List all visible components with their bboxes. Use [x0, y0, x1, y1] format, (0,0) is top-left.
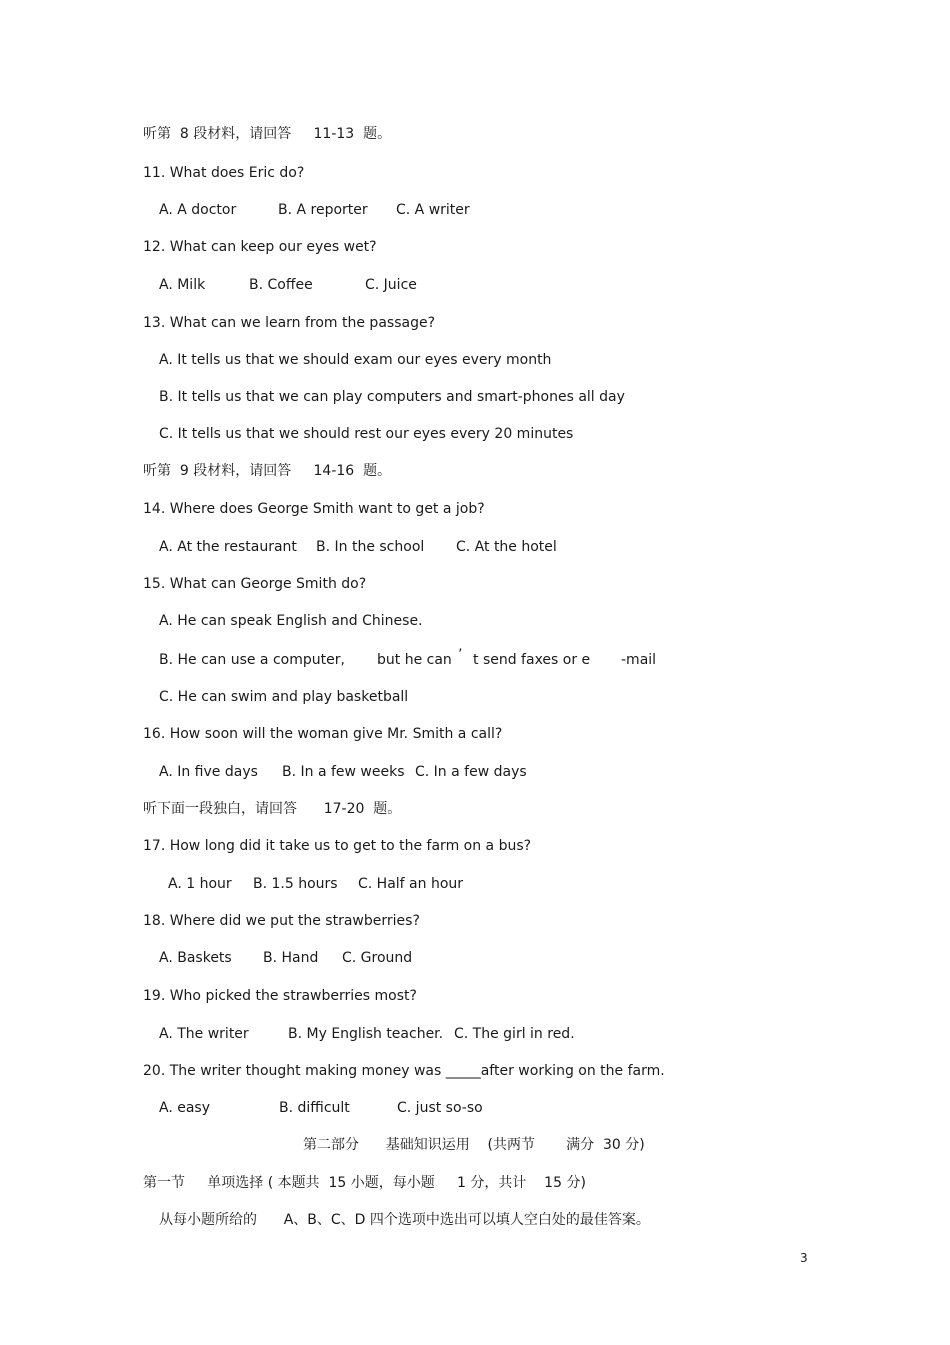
- option-13-b: B. It tells us that we can play computers and smart-phones all day: [159, 389, 625, 405]
- question-15: 15. What can George Smith do?: [143, 576, 367, 592]
- option-18-c: C. Ground: [342, 950, 413, 966]
- option-16-a: A. In five days: [159, 764, 258, 780]
- option-19-c: C. The girl in red.: [454, 1026, 575, 1042]
- option-12-c: C. Juice: [365, 277, 417, 293]
- option-17-b: B. 1.5 hours: [253, 876, 338, 892]
- question-19: 19. Who picked the strawberries most?: [143, 988, 417, 1004]
- option-14-c: C. At the hotel: [456, 539, 557, 555]
- option-16-b: B. In a few weeks: [282, 764, 405, 780]
- section-one-heading: 第一节 单项选择 ( 本题共 15 小题，每小题 1 分，共计 15 分): [143, 1175, 586, 1191]
- option-16-c: C. In a few days: [415, 764, 527, 780]
- option-15-b-part2: but he can: [377, 652, 452, 668]
- option-11-a: A. A doctor: [159, 202, 237, 218]
- option-20-a: A. easy: [159, 1100, 211, 1116]
- section-instruction-8: 听第 8 段材料，请回答 11-13 题。: [143, 126, 392, 142]
- option-15-b-apostrophe: ’: [458, 647, 463, 663]
- page-number: 3: [800, 1251, 808, 1265]
- section-instruction-9: 听第 9 段材料，请回答 14-16 题。: [143, 463, 392, 479]
- option-20-c: C. just so-so: [397, 1100, 483, 1116]
- option-18-b: B. Hand: [263, 950, 319, 966]
- option-20-b: B. difficult: [279, 1100, 350, 1116]
- option-17-a: A. 1 hour: [168, 876, 232, 892]
- option-12-a: A. Milk: [159, 277, 206, 293]
- option-15-b-part4: -mail: [621, 652, 657, 668]
- question-14: 14. Where does George Smith want to get a job?: [143, 501, 485, 517]
- question-18: 18. Where did we put the strawberries?: [143, 913, 420, 929]
- option-11-c: C. A writer: [396, 202, 470, 218]
- question-17: 17. How long did it take us to get to the farm on a bus?: [143, 838, 532, 854]
- section-instruction-monologue: 听下面一段独白，请回答 17-20 题。: [143, 801, 402, 817]
- option-15-a: A. He can speak English and Chinese.: [159, 613, 423, 629]
- option-15-c: C. He can swim and play basketball: [159, 689, 409, 705]
- option-14-b: B. In the school: [316, 539, 425, 555]
- option-18-a: A. Baskets: [159, 950, 232, 966]
- option-19-b: B. My English teacher.: [288, 1026, 444, 1042]
- option-13-a: A. It tells us that we should exam our eyes every month: [159, 352, 552, 368]
- option-17-c: C. Half an hour: [358, 876, 464, 892]
- option-12-b: B. Coffee: [249, 277, 313, 293]
- option-13-c: C. It tells us that we should rest our eyes every 20 minutes: [159, 426, 574, 442]
- part-two-heading: 第二部分 基础知识运用 (共两节 满分 30 分): [303, 1137, 645, 1153]
- option-15-b-part3: t send faxes or e: [473, 652, 591, 668]
- option-15-b-part1: B. He can use a computer,: [159, 652, 345, 668]
- question-12: 12. What can keep our eyes wet?: [143, 239, 377, 255]
- question-20: 20. The writer thought making money was _____after working on the farm.: [143, 1063, 665, 1079]
- question-11: 11. What does Eric do?: [143, 165, 305, 181]
- option-19-a: A. The writer: [159, 1026, 249, 1042]
- option-14-a: A. At the restaurant: [159, 539, 297, 555]
- question-13: 13. What can we learn from the passage?: [143, 315, 435, 331]
- question-16: 16. How soon will the woman give Mr. Smith a call?: [143, 726, 503, 742]
- option-11-b: B. A reporter: [278, 202, 368, 218]
- section-one-instruction: 从每小题所给的 A、B、C、D 四个选项中选出可以填人空白处的最佳答案。: [159, 1212, 650, 1228]
